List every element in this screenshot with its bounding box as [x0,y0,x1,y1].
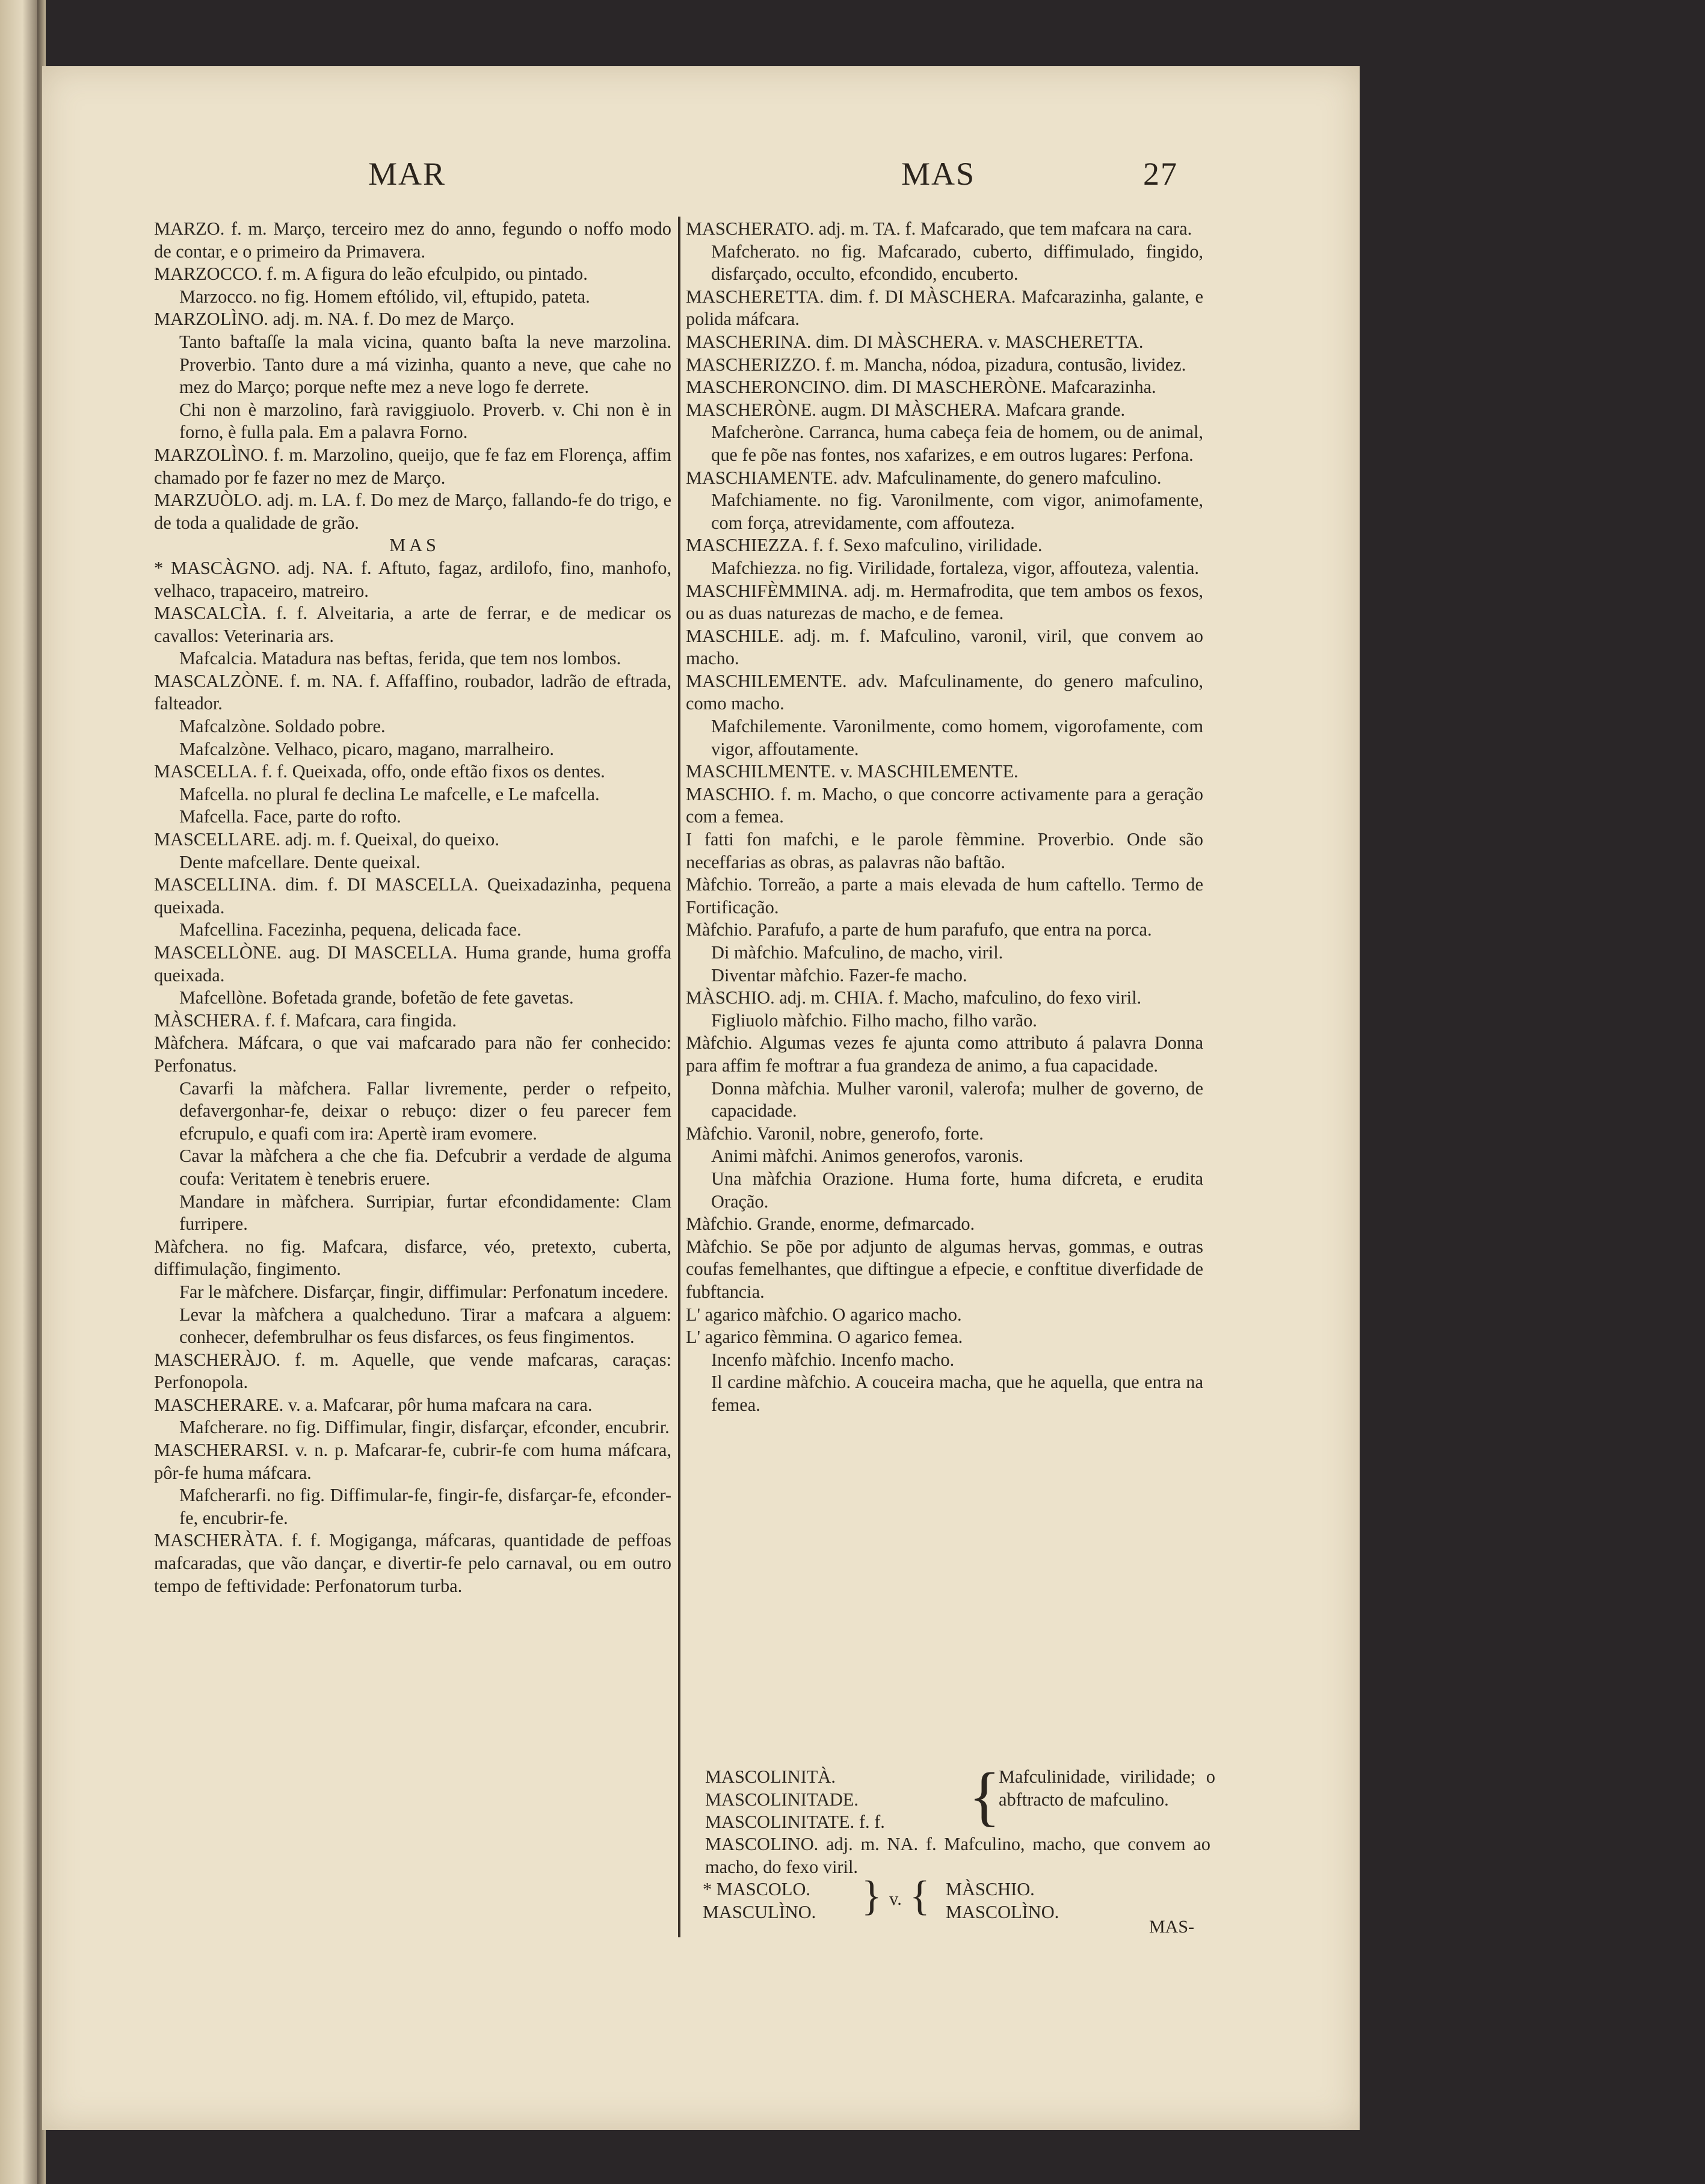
dictionary-entry: MARZOLÌNO. f. m. Marzolino, queijo, que fe faz em Florença, affim chamado por fe fazer no mez de Março. [154,444,671,488]
bracket-definition: Mafculinidade, virilidade; o abftracto de mafculino. [999,1766,1215,1810]
dictionary-entry: Mafcalzòne. Velhaco, picaro, magano, marralheiro. [179,738,555,759]
dictionary-entry: I fatti fon mafchi, e le parole fèmmine. Proverbio. Onde são neceffarias as obras, as palavras não baftão. [686,829,1203,872]
dictionary-entry: MASCHERARE. v. a. Mafcarar, pôr huma mafcara na cara. [154,1394,593,1415]
column-rule [678,217,680,1937]
dictionary-entry: MASCHIAMENTE. adv. Mafculinamente, do genero mafculino. [686,467,1162,488]
brace-glyph: { [910,1873,930,1919]
dictionary-entry: MASCHERÀTA. f. f. Mogiganga, máfcaras, quantidade de peffoas mafcaradas, que vão dançar, e divertir-fe pelo carnaval, ou em outro tempo de feftividade: Perfonatorum turba. [154,1530,671,1596]
dictionary-entry: Màfchera. no fig. Mafcara, disfarce, véo, pretexto, cuberta, diffimulação, fingimento. [154,1236,671,1280]
dictionary-entry: MASCHIEZZA. f. f. Sexo mafculino, virilidade. [686,535,1043,556]
dictionary-entry: MASCELLINA. dim. f. DI MASCELLA. Queixadazinha, pequena queixada. [154,874,671,918]
dictionary-entry: MASCHERÒNE. augm. DI MÀSCHERA. Mafcara grande. [686,399,1126,420]
dictionary-entry: MASCHILE. adj. m. f. Mafculino, varonil, viril, que convem ao macho. [686,625,1203,669]
dictionary-entry: MASCHERONCINO. dim. DI MASCHERÒNE. Mafcarazinha. [686,377,1156,398]
dictionary-entry: Mafcella. no plural fe declina Le mafcelle, e Le mafcella. [179,783,600,804]
dictionary-entry: Màfchio. Algumas vezes fe ajunta como attributo á palavra Donna para affim fe moftrar a fua grandeza de animo, a fua capacidade. [686,1032,1203,1076]
dictionary-entry: Chi non è marzolino, farà raviggiuolo. Proverb. v. Chi non è in forno, è fulla pala. Em a palavra Forno. [179,399,671,443]
bracket-target: MASCOLÌNO. [946,1901,1059,1922]
dictionary-entry: Figliuolo màfchio. Filho macho, filho varão. [711,1010,1037,1031]
dictionary-entry: Far le màfchere. Disfarçar, fingir, diffimular: Perfonatum incedere. [179,1281,668,1302]
dictionary-entry: Mafcheròne. Carranca, huma cabeça feia de homem, ou de animal, que fe põe nas fontes, nos xafarizes, e em outros lugares: Perfona. [711,422,1203,465]
running-head-center: MAS [901,156,976,192]
dictionary-entry: MASCELLÒNE. aug. DI MASCELLA. Huma grande, huma groffa queixada. [154,942,671,986]
dictionary-entry: Mandare in màfchera. Surripiar, furtar efcondidamente: Clam furripere. [179,1191,671,1235]
dictionary-entry: Màfchio. Varonil, nobre, generofo, forte. [686,1123,984,1144]
bracket-group-2-targets [946,1878,1126,1923]
dictionary-entry: Donna màfchia. Mulher varonil, valerofa; mulher de governo, de capacidade. [711,1078,1203,1121]
dictionary-entry: Animi màfchi. Animos generofos, varonis. [711,1146,1024,1167]
dictionary-entry: MARZO. f. m. Março, terceiro mez do anno, fegundo o noffo modo de contar, e o primeiro da Primavera. [154,218,671,262]
dictionary-entry: MARZUÒLO. adj. m. LA. f. Do mez de Março, fallando-fe do trigo, e de toda a qualidade de grão. [154,490,671,533]
dictionary-entry: MASCHIFÈMMINA. adj. m. Hermafrodita, que tem ambos os fexos, ou as duas naturezas de macho, e de femea. [686,580,1203,624]
dictionary-entry: Màfchio. Grande, enorme, defmarcado. [686,1214,975,1235]
dictionary-entry: MASCHERINA. dim. DI MÀSCHERA. v. MASCHERETTA. [686,331,1144,352]
dictionary-entry: MASCELLA. f. f. Queixada, offo, onde eftão fixos os dentes. [154,761,605,782]
dictionary-entry: Mafchilemente. Varonilmente, como homem, vigorofamente, com vigor, affoutamente. [711,716,1203,759]
dictionary-entry: * MASCÀGNO. adj. NA. f. Aftuto, fagaz, ardilofo, fino, manhofo, velhaco, trapaceiro, matreiro. [154,557,671,601]
dictionary-entry: Cavar la màfchera a che che fia. Defcubrir a verdade de alguma coufa: Veritatem è tenebris eruere. [179,1146,671,1189]
facing-page-edge [0,0,37,2184]
dictionary-entry: Tanto baftaſſe la mala vicina, quanto baſta la neve marzolina. Proverbio. Tanto dure a má vizinha, quanto a neve, que cahe no mez do Março; porque nefte mez a neve logo fe derrete. [179,331,671,398]
dictionary-entry: MASCHERATO. adj. m. TA. f. Mafcarado, que tem mafcara na cara. [686,218,1192,239]
bracket-term: MASCOLINITÀ. [705,1766,836,1787]
dictionary-entry: MASCHERÀJO. f. m. Aquelle, que vende mafcaras, caraças: Perfonopola. [154,1349,671,1393]
bracket-term: MASCOLINITATE. f. f. [705,1812,885,1833]
dictionary-entry: Dente mafcellare. Dente queixal. [179,851,421,872]
dictionary-entry: Màfchera. Máfcara, o que vai mafcarado para não fer conhecido: Perfonatus. [154,1032,671,1076]
brace-glyph: } [862,1873,882,1919]
dictionary-entry: Cavarfi la màfchera. Fallar livremente, perder o refpeito, defavergonhar-fe, deixar o rebuço: dizer o feu parecer fem efcrupulo, e quafi com ira: Apertè iram evomere. [179,1078,671,1144]
dictionary-entry: MÀSCHERA. f. f. Mafcara, cara fingida. [154,1010,457,1031]
dictionary-entry: Mafcherarfi. no fig. Diffimular-fe, fingir-fe, disfarçar-fe, efconder-fe, encubrir-fe. [179,1485,671,1528]
right-column [686,218,1203,1758]
bracket-term: * MASCOLO. [703,1879,810,1899]
dictionary-entry: MARZOCCO. f. m. A figura do leão efculpido, ou pintado. [154,264,588,285]
dictionary-entry: MASCHERARSI. v. n. p. Mafcarar-fe, cubrir-fe com huma máfcara, pôr-fe huma máfcara. [154,1440,671,1483]
dictionary-entry: Màfchio. Se põe por adjunto de algumas hervas, gommas, e outras coufas femelhantes, que diftingue a efpecie, e conftitue diverfidade de fubftancia. [686,1236,1203,1302]
dictionary-entry: Diventar màfchio. Fazer-fe macho. [711,964,967,986]
dictionary-entry: Mafcellòne. Bofetada grande, bofetão de fete gavetas. [179,987,574,1008]
dictionary-entry: Mafcalcia. Matadura nas beftas, ferida, que tem nos lombos. [179,648,621,669]
dictionary-entry: Mafcherare. no fig. Diffimular, fingir, disfarçar, efconder, encubrir. [179,1417,670,1438]
bracket-term: MASCOLINITADE. [705,1789,859,1810]
dictionary-entry: Mafcalzòne. Soldado pobre. [179,716,386,737]
dictionary-entry: Levar la màfchera a qualcheduno. Tirar a mafcara a alguem: conhecer, defembrulhar os feus disfarces, os feus fingimentos. [179,1304,671,1348]
page-number: 27 [1143,156,1178,192]
left-column [154,218,671,1933]
dictionary-entry: Mafcellina. Facezinha, pequena, delicada face. [179,919,522,940]
dictionary-entry: Mafchiezza. no fig. Virilidade, fortaleza, vigor, affouteza, valentia. [711,557,1199,578]
dictionary-entry: Di màfchio. Mafculino, de macho, viril. [711,942,1004,963]
bracket-target: MÀSCHIO. [946,1879,1035,1899]
dictionary-entry: MASCALZÒNE. f. m. NA. f. Affaffino, roubador, ladrão de eftrada, falteador. [154,670,671,714]
dictionary-entry: M A S [389,535,436,556]
dictionary-entry: L' agarico fèmmina. O agarico femea. [686,1327,963,1348]
dictionary-entry: MASCHILEMENTE. adv. Mafculinamente, do genero mafculino, como macho. [686,670,1203,714]
dictionary-entry: Màfchio. Torreão, a parte a mais elevada de hum caftello. Termo de Fortificação. [686,874,1203,918]
bracket-group-terms [705,1766,958,1834]
bracket-group-2-terms [703,1878,859,1923]
dictionary-entry: Mafcherato. no fig. Mafcarado, cuberto, diffimulado, fingido, disfarçado, occulto, efcondido, encuberto. [711,241,1203,285]
dictionary-entry: Màfchio. Parafufo, a parte de hum parafufo, que entra na porca. [686,919,1152,940]
dictionary-entry: MARZOLÌNO. adj. m. NA. f. Do mez de Março. [154,309,515,330]
dictionary-entry: MASCELLARE. adj. m. f. Queixal, do queixo. [154,829,499,850]
dictionary-entry: MASCHILMENTE. v. MASCHILEMENTE. [686,761,1019,782]
dictionary-entry: MASCHERIZZO. f. m. Mancha, nódoa, pizadura, contusão, lividez. [686,354,1186,375]
dictionary-entry: MASCHERETTA. dim. f. DI MÀSCHERA. Mafcarazinha, galante, e polida máfcara. [686,286,1203,330]
link-word: v. [889,1889,902,1909]
dictionary-entry: L' agarico màfchio. O agarico macho. [686,1304,962,1325]
dictionary-entry: Mafcella. Face, parte do rofto. [179,806,401,827]
brace-glyph: { [969,1759,1000,1833]
dictionary-entry: Il cardine màfchio. A couceira macha, que he aquella, que entra na femea. [711,1372,1203,1415]
dictionary-entry: MASCALCÌA. f. f. Alveitaria, a arte de ferrar, e de medicar os cavallos: Veterinaria ars. [154,603,671,646]
dictionary-entry: MÀSCHIO. adj. m. CHIA. f. Macho, mafculino, do fexo viril. [686,987,1142,1008]
dictionary-entry: MASCHIO. f. m. Macho, o que concorre activamente para a geração com a femea. [686,783,1203,827]
dictionary-entry: Mafchiamente. no fig. Varonilmente, com vigor, animofamente, com força, atrevidamente, com affouteza. [711,490,1203,533]
entry-mascolino: MASCOLINO. adj. m. NA. f. Mafculino, macho, que convem ao macho, do fexo viril. [705,1834,1210,1877]
catchword: MAS- [1149,1917,1195,1937]
dictionary-entry: Una màfchia Orazione. Huma forte, huma difcreta, e erudita Oração. [711,1168,1203,1212]
dictionary-entry: Marzocco. no fig. Homem eftólido, vil, eftupido, pateta. [179,286,590,307]
dictionary-entry: Incenfo màfchio. Incenfo macho. [711,1349,955,1370]
running-head-left: MAR [368,156,446,192]
bracket-term: MASCULÌNO. [703,1901,816,1922]
